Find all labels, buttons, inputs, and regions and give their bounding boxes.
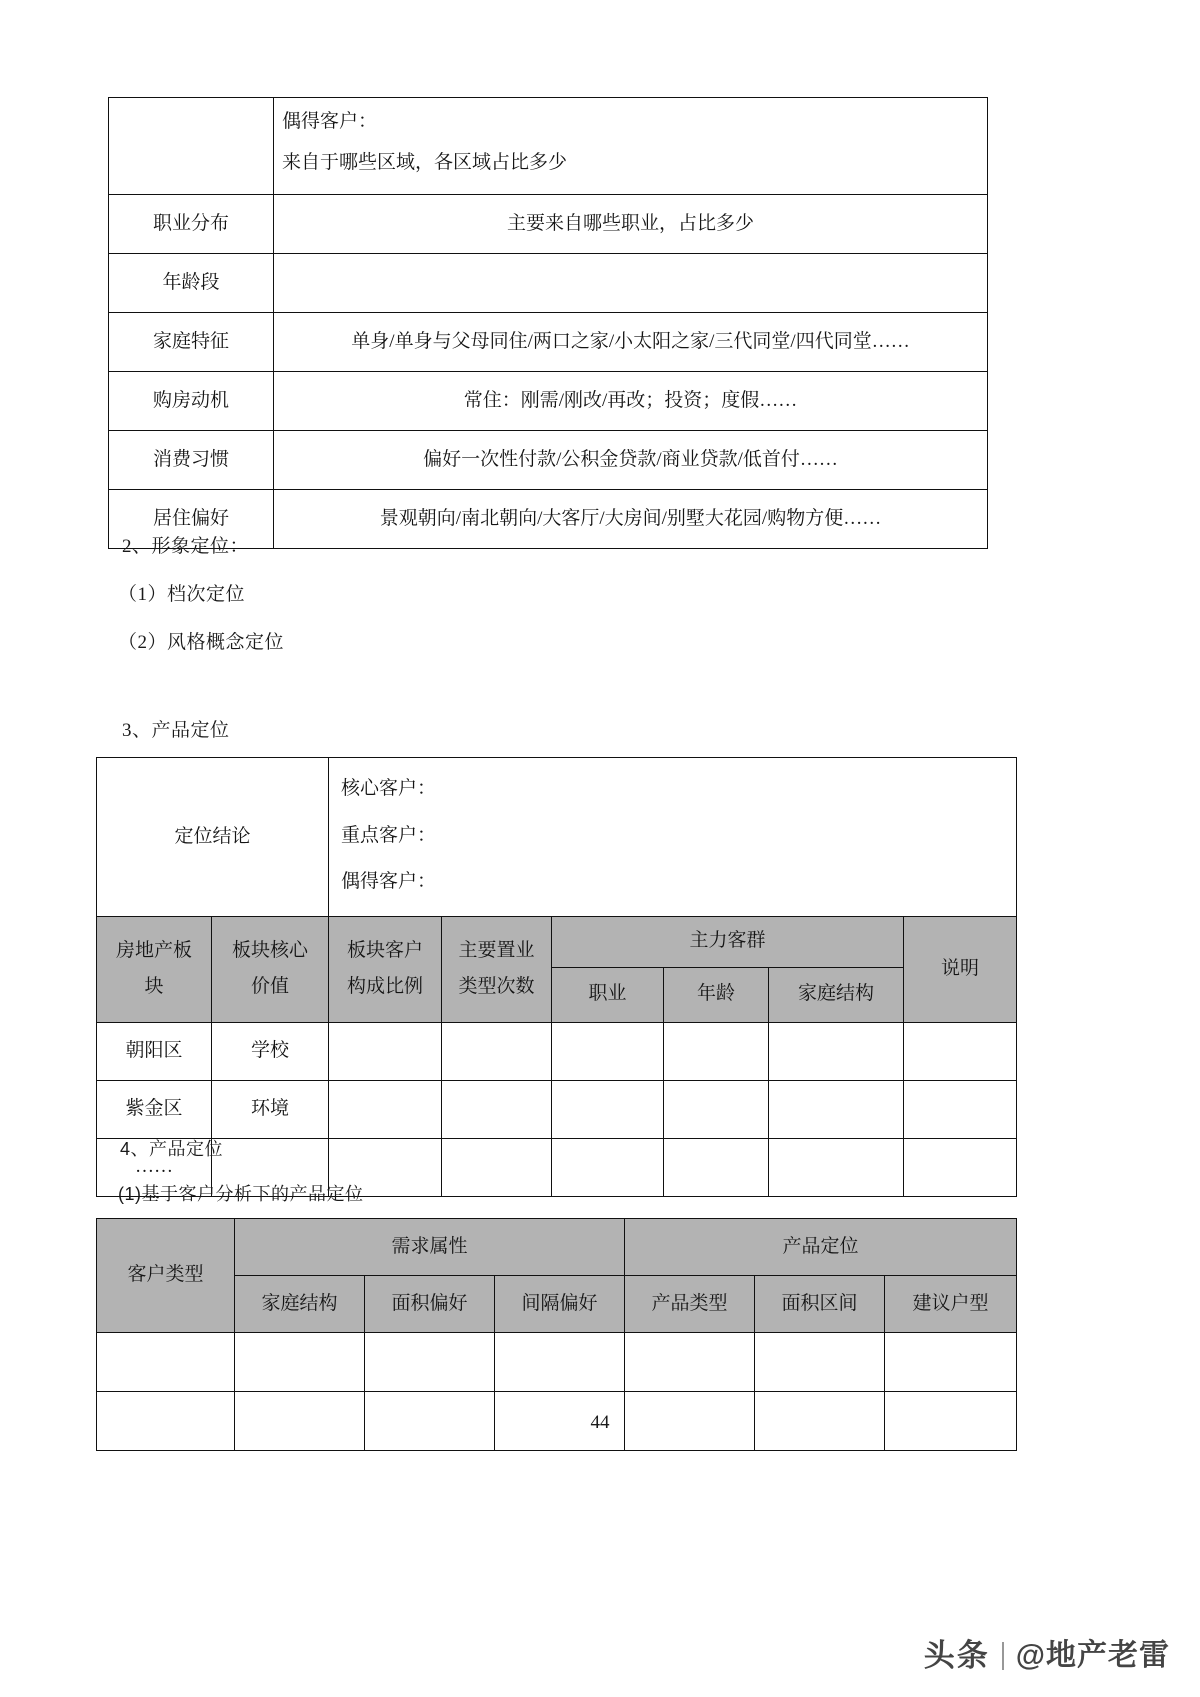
table-row	[109, 372, 988, 431]
section-3-heading: 3、产品定位	[122, 720, 230, 741]
cell-composition	[329, 1080, 442, 1138]
header-core-value-line1: 板块核心	[231, 940, 308, 962]
table-row	[109, 313, 988, 372]
table-row	[97, 1080, 1017, 1138]
table-row	[97, 758, 1017, 917]
conclusion-body	[329, 758, 1017, 917]
cell-age	[664, 1138, 769, 1196]
table-row	[109, 431, 988, 490]
header-remark: 说明	[904, 916, 1017, 1022]
cell-age	[664, 1080, 769, 1138]
header-plate-line2: 块	[144, 976, 164, 998]
cell-occupation	[552, 1138, 664, 1196]
header-plate-line1: 房地产板	[115, 940, 192, 962]
table-header-row	[97, 1219, 1017, 1276]
row-value: 主要来自哪些职业，占比多少	[274, 195, 988, 254]
watermark-logo: 头条	[923, 1638, 990, 1673]
header-main-customer-group: 主力客群	[552, 916, 904, 967]
header-plate	[97, 916, 212, 1022]
cell-family-structure	[235, 1333, 365, 1392]
table-row	[109, 195, 988, 254]
header-group-product: 产品定位	[625, 1219, 1017, 1276]
cell-core-value: 环境	[212, 1080, 329, 1138]
conclusion-lines	[337, 764, 1008, 910]
header-group-demand: 需求属性	[235, 1219, 625, 1276]
cell-family	[769, 1022, 904, 1080]
table-header-row	[97, 916, 1017, 967]
cell-occupation	[552, 1022, 664, 1080]
table-row	[97, 1022, 1017, 1080]
cell-composition	[329, 1022, 442, 1080]
cell-family	[769, 1080, 904, 1138]
row-label: 年龄段	[109, 254, 274, 313]
row-value	[274, 254, 988, 313]
cell-age	[664, 1022, 769, 1080]
cell-suggested-layout	[885, 1333, 1017, 1392]
row-value-line: 偶得客户：	[282, 111, 378, 132]
header-core-value	[212, 916, 329, 1022]
cell-purchase-type	[442, 1022, 552, 1080]
row-value: 偏好一次性付款/公积金贷款/商业贷款/低首付……	[274, 431, 988, 490]
row-value: 常住：刚需/刚改/再改；投资；度假……	[274, 372, 988, 431]
row-value	[274, 98, 988, 195]
header-suggested-layout: 建议户型	[885, 1276, 1017, 1333]
customer-profile-table-wrapper	[108, 97, 988, 549]
header-occupation: 职业	[552, 967, 664, 1022]
section-2-heading: 2、形象定位：	[122, 536, 250, 557]
header-area-preference: 面积偏好	[365, 1276, 495, 1333]
row-label: 购房动机	[109, 372, 274, 431]
cell-remark	[904, 1080, 1017, 1138]
cell-plate: ……	[97, 1138, 212, 1196]
watermark-separator	[1002, 1642, 1004, 1670]
header-composition	[329, 916, 442, 1022]
positioning-conclusion-table-wrapper	[96, 757, 1016, 1197]
header-core-value-line2: 价值	[250, 976, 289, 998]
cell-area-range	[755, 1333, 885, 1392]
row-label	[109, 98, 274, 195]
table-row	[109, 254, 988, 313]
cell-customer-type	[97, 1333, 235, 1392]
page-number: 44	[590, 1412, 610, 1433]
header-composition-line1: 板块客户	[346, 940, 423, 962]
header-family-structure: 家庭结构	[769, 967, 904, 1022]
header-purchase-type	[442, 916, 552, 1022]
cell-plate: 朝阳区	[97, 1022, 212, 1080]
row-label: 家庭特征	[109, 313, 274, 372]
cell-remark	[904, 1022, 1017, 1080]
header-area-range: 面积区间	[755, 1276, 885, 1333]
table-header-subrow	[97, 1276, 1017, 1333]
header-product-type: 产品类型	[625, 1276, 755, 1333]
section-2-item-2: （2）风格概念定位	[118, 632, 285, 653]
cell-purchase-type	[442, 1080, 552, 1138]
table-row	[109, 98, 988, 195]
section-2-item-1: （1）档次定位	[118, 584, 246, 605]
cell-area-preference	[365, 1333, 495, 1392]
customer-profile-table	[108, 97, 988, 549]
cell-family	[769, 1138, 904, 1196]
table-row	[97, 1333, 1017, 1392]
row-value-line: 来自于哪些区域，各区域占比多少	[282, 151, 568, 173]
row-value: 单身/单身与父母同住/两口之家/小太阳之家/三代同堂/四代同堂……	[274, 313, 988, 372]
section-4-heading: 4、产品定位	[120, 1139, 224, 1159]
row-label: 居住偏好	[109, 490, 274, 549]
cell-product-type	[625, 1333, 755, 1392]
conclusion-line-core: 核心客户：	[341, 778, 437, 799]
header-age: 年龄	[664, 967, 769, 1022]
cell-purchase-type	[442, 1138, 552, 1196]
section-4-subheading: (1)基于客户分析下的产品定位	[118, 1184, 364, 1204]
cell-occupation	[552, 1080, 664, 1138]
row-label: 职业分布	[109, 195, 274, 254]
header-spacing-preference: 间隔偏好	[495, 1276, 625, 1333]
row-label: 消费习惯	[109, 431, 274, 490]
header-purchase-type-line2: 类型次数	[458, 976, 535, 998]
conclusion-line-key: 重点客户：	[341, 824, 437, 846]
header-composition-line2: 构成比例	[346, 976, 423, 998]
cell-spacing-preference	[495, 1333, 625, 1392]
row-value: 景观朝向/南北朝向/大客厅/大房间/别墅大花园/购物方便……	[274, 490, 988, 549]
header-purchase-type-line1: 主要置业	[458, 940, 535, 962]
cell-plate: 紫金区	[97, 1080, 212, 1138]
cell-remark	[904, 1138, 1017, 1196]
conclusion-line-occasional: 偶得客户：	[341, 871, 437, 893]
cell-core-value: 学校	[212, 1022, 329, 1080]
watermark	[924, 1640, 1170, 1671]
header-customer-type: 客户类型	[97, 1219, 235, 1333]
conclusion-label: 定位结论	[97, 758, 329, 917]
watermark-handle: @地产老雷	[1015, 1638, 1170, 1672]
header-family-structure: 家庭结构	[235, 1276, 365, 1333]
positioning-conclusion-table	[96, 757, 1017, 1197]
